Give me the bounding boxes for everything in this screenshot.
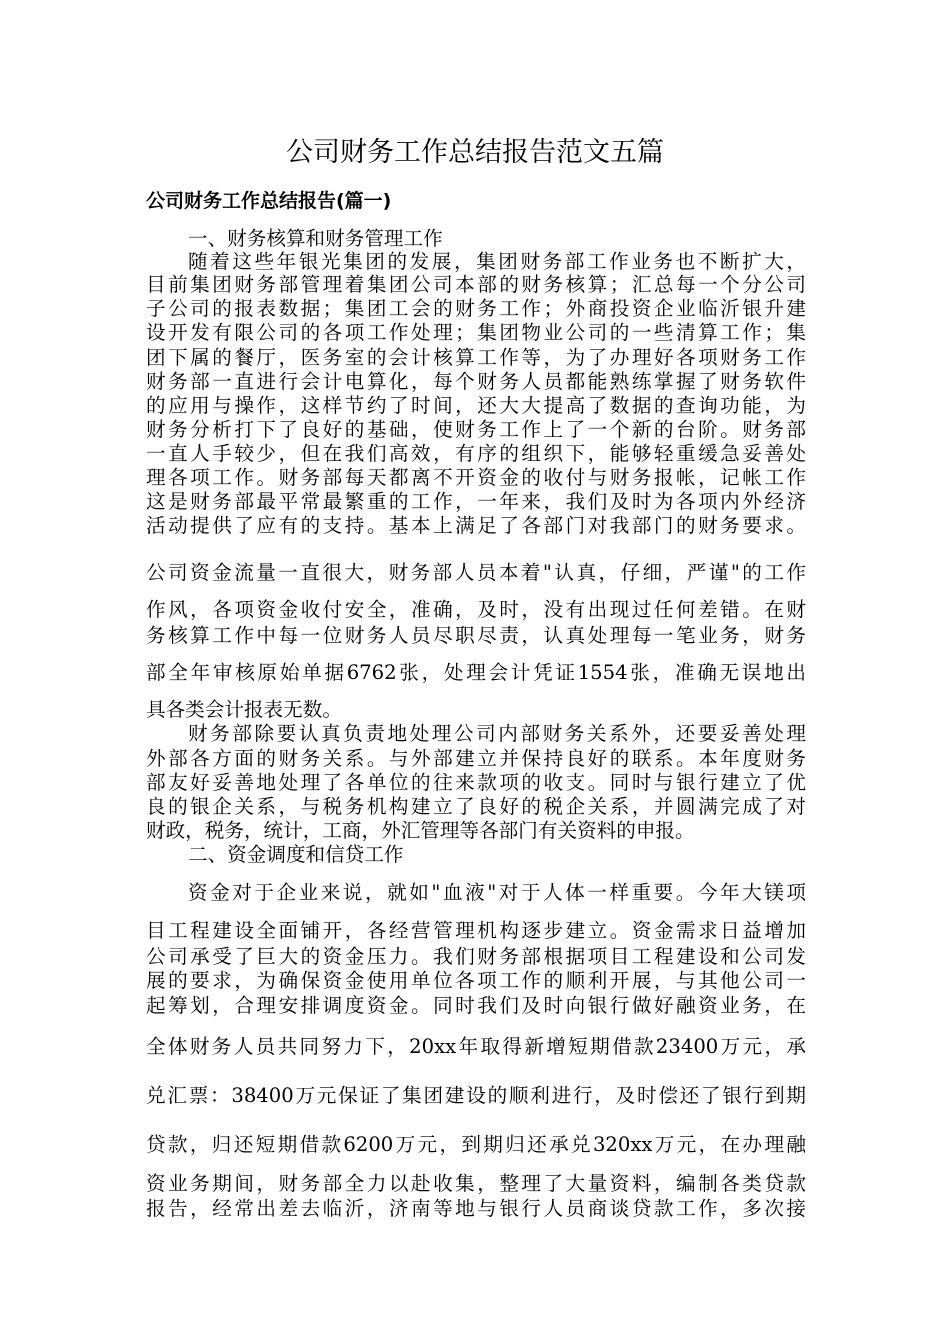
paragraph-line: 公司资金流量一直很大，财务部人员本着"认真，仔细，严谨"的工作 [146, 561, 806, 584]
document-title: 公司财务工作总结报告范文五篇 [286, 137, 664, 168]
paragraph-line: 的应用与操作，这样节约了时间，还大大提高了数据的查询功能，为 [146, 394, 806, 417]
paragraph-line: 财务部一直进行会计电算化，每个财务人员都能熟练掌握了财务软件 [146, 370, 806, 393]
paragraph-line: 活动提供了应有的支持。基本上满足了各部门对我部门的财务要求。 [146, 514, 806, 537]
paragraph-line: 子公司的报表数据；集团工会的财务工作；外商投资企业临沂银升建 [146, 297, 806, 320]
paragraph-line: 财政，税务，统计，工商，外汇管理等各部门有关资料的申报。 [146, 819, 695, 842]
paragraph-line: 理各项工作。财务部每天都离不开资金的收付与财务报帐，记帐工作 [146, 466, 806, 489]
subheading-1: 一、财务核算和财务管理工作 [188, 227, 443, 250]
paragraph-line: 展的要求，为确保资金使用单位各项工作的顺利开展，与其他公司一 [146, 969, 806, 992]
subheading-2: 二、资金调度和信贷工作 [188, 843, 404, 866]
paragraph-line: 随着这些年银光集团的发展，集团财务部工作业务也不断扩大， [188, 250, 806, 273]
paragraph-line: 目前集团财务部管理着集团公司本部的财务核算；汇总每一个分公司 [146, 273, 806, 296]
paragraph-line: 公司承受了巨大的资金压力。我们财务部根据项目工程建设和公司发 [146, 945, 806, 968]
paragraph-line: 全体财务人员共同努力下，20xx年取得新增短期借款23400万元，承 [146, 1035, 806, 1058]
paragraph-line: 这是财务部最平常最繁重的工作，一年来，我们及时为各项内外经济 [146, 490, 806, 513]
paragraph-line: 贷款，归还短期借款6200万元，到期归还承兑320xx万元，在办理融 [146, 1133, 806, 1156]
section-heading: 公司财务工作总结报告(篇一) [146, 190, 392, 212]
paragraph-line: 一直人手较少，但在我们高效，有序的组织下，能够轻重缓急妥善处 [146, 442, 806, 465]
paragraph-line: 起筹划，合理安排调度资金。同时我们及时向银行做好融资业务，在 [146, 994, 806, 1017]
paragraph-line: 良的银企关系，与税务机构建立了良好的税企关系，并圆满完成了对 [146, 795, 806, 818]
paragraph-line: 兑汇票：38400万元保证了集团建设的顺利进行，及时偿还了银行到期 [146, 1084, 806, 1107]
paragraph-line: 外部各方面的财务关系。与外部建立并保持良好的联系。本年度财务 [146, 747, 806, 770]
paragraph-line: 资业务期间，财务部全力以赴收集，整理了大量资料，编制各类贷款 [146, 1172, 806, 1195]
paragraph-line: 具各类会计报表无数。 [146, 698, 342, 721]
paragraph-line: 部友好妥善地处理了各单位的往来款项的收支。同时与银行建立了优 [146, 771, 806, 794]
paragraph-line: 团下属的餐厅，医务室的会计核算工作等，为了办理好各项财务工作 [146, 346, 806, 369]
paragraph-line: 作风，各项资金收付安全，准确，及时，没有出现过任何差错。在财 [146, 598, 806, 621]
paragraph-line: 目工程建设全面铺开，各经营管理机构逐步建立。资金需求日益增加 [146, 919, 806, 942]
paragraph-line: 财务分析打下了良好的基础，使财务工作上了一个新的台阶。财务部 [146, 418, 806, 441]
paragraph-line: 资金对于企业来说，就如"血液"对于人体一样重要。今年大镁项 [188, 881, 806, 904]
paragraph-line: 报告，经常出差去临沂，济南等地与银行人员商谈贷款工作，多次接 [146, 1197, 806, 1220]
paragraph-line: 部全年审核原始单据6762张，处理会计凭证1554张，准确无误地出 [146, 661, 806, 684]
paragraph-line: 财务部除要认真负责地处理公司内部财务关系外，还要妥善处理 [188, 722, 806, 745]
paragraph-line: 设开发有限公司的各项工作处理；集团物业公司的一些清算工作；集 [146, 321, 806, 344]
paragraph-line: 务核算工作中每一位财务人员尽职尽责，认真处理每一笔业务，财务 [146, 624, 806, 647]
